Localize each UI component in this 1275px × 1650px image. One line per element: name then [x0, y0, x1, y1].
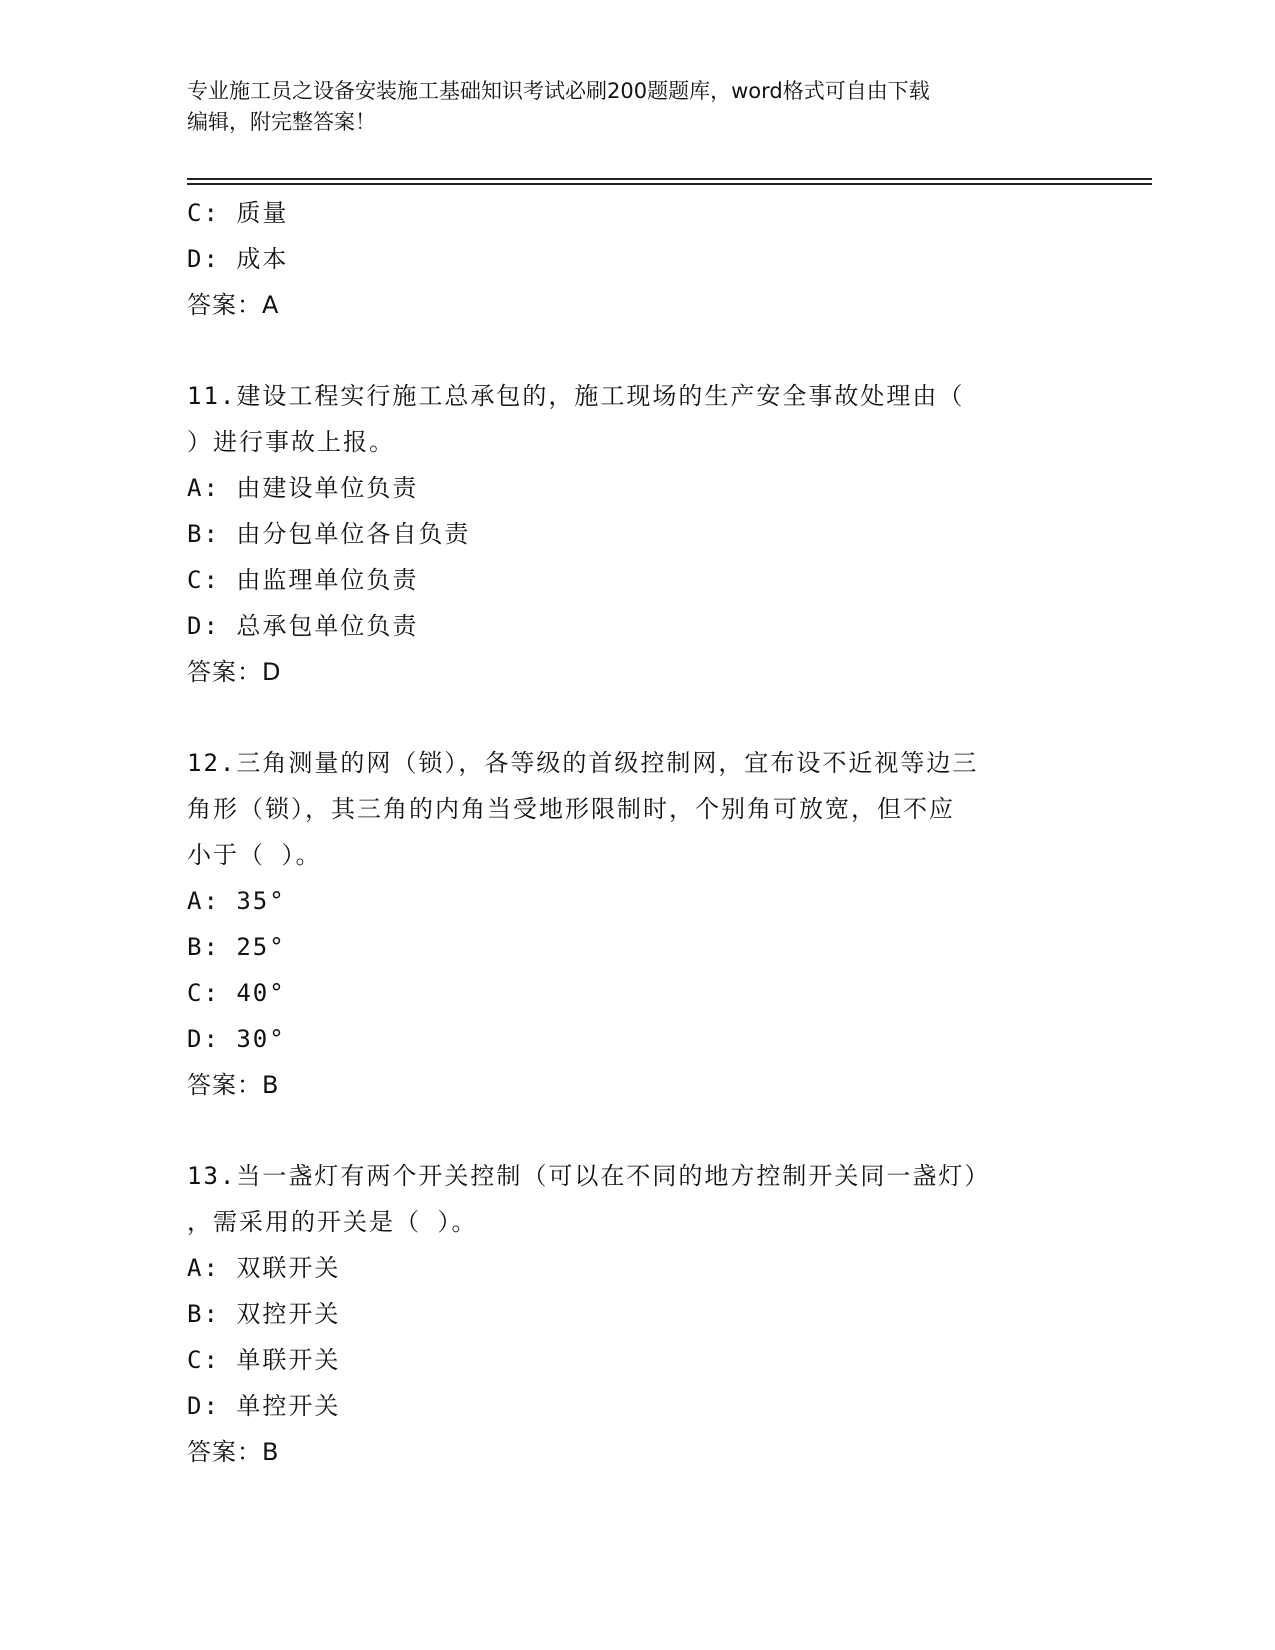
option-c: C: 40°: [187, 979, 286, 1007]
answer-line: 答案：D: [187, 658, 282, 686]
option-c: C: 由监理单位负责: [187, 566, 419, 594]
answer-line: 答案：A: [187, 291, 280, 319]
header-title-line-1: 专业施工员之设备安装施工基础知识考试必刷200题题库，word格式可自由下载: [187, 79, 930, 103]
option-d: D: 总承包单位负责: [187, 612, 419, 640]
option-b: B: 由分包单位各自负责: [187, 520, 471, 548]
option-a: A: 35°: [187, 887, 286, 915]
option-d: D: 单控开关: [187, 1392, 341, 1420]
answer-line: 答案：B: [187, 1438, 280, 1466]
option-b: B: 25°: [187, 933, 286, 961]
option-d: D: 成本: [187, 245, 289, 273]
question-stem: 13.当一盏灯有两个开关控制（可以在不同的地方控制开关同一盏灯）: [187, 1162, 991, 1190]
question-stem: ）进行事故上报。: [187, 428, 395, 456]
question-10-tail: [187, 190, 1087, 328]
header-divider-bottom: [187, 183, 1152, 185]
document-header: [187, 76, 1067, 138]
option-d: D: 30°: [187, 1025, 286, 1053]
question-13: [187, 1153, 1087, 1475]
question-stem: ，需采用的开关是（ ）。: [187, 1208, 478, 1236]
option-c: C: 单联开关: [187, 1346, 341, 1374]
header-title-line-2: 编辑，附完整答案！: [187, 110, 376, 134]
header-divider-top: [187, 178, 1152, 180]
question-stem: 12.三角测量的网（锁），各等级的首级控制网，宜布设不近视等边三: [187, 749, 979, 777]
option-c: C: 质量: [187, 199, 289, 227]
option-a: A: 双联开关: [187, 1254, 341, 1282]
question-stem: 角形（锁），其三角的内角当受地形限制时，个别角可放宽，但不应: [187, 795, 955, 823]
option-b: B: 双控开关: [187, 1300, 341, 1328]
question-12: [187, 740, 1087, 1108]
question-stem: 11.建设工程实行施工总承包的，施工现场的生产安全事故处理由（: [187, 382, 965, 410]
question-stem: 小于（ ）。: [187, 841, 322, 869]
option-a: A: 由建设单位负责: [187, 474, 419, 502]
document-body: [187, 190, 1087, 1475]
question-11: [187, 373, 1087, 695]
answer-line: 答案：B: [187, 1071, 280, 1099]
